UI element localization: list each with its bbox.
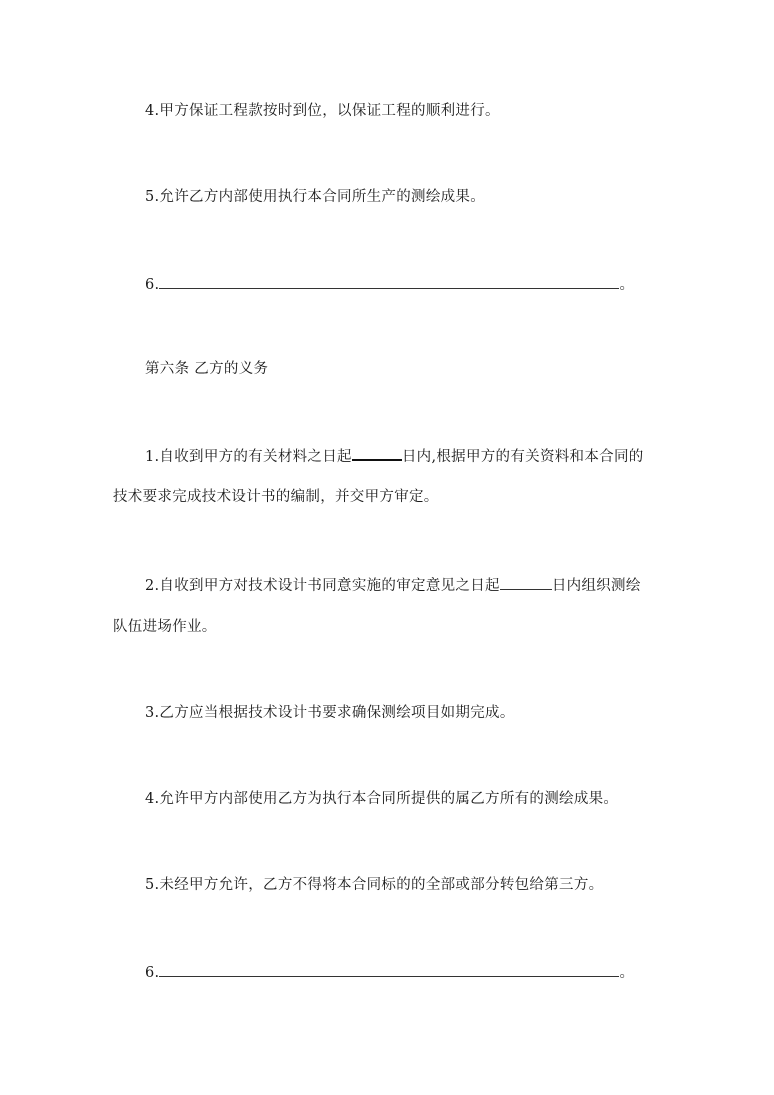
fill-in-blank xyxy=(159,273,619,289)
item-text: 4.允许甲方内部使用乙方为执行本合同所提供的属乙方所有的测绘成果。 xyxy=(145,791,619,807)
item-number: 6. xyxy=(145,965,160,981)
party-a-item-5 xyxy=(145,187,485,207)
article-title-text: 第六条 乙方的义务 xyxy=(145,361,269,377)
item-text: 队伍进场作业。 xyxy=(113,619,217,635)
item-number: 6. xyxy=(145,277,160,293)
party-b-item-2-line-1 xyxy=(145,574,641,596)
fill-in-blank xyxy=(159,961,619,977)
fill-in-blank xyxy=(352,444,402,461)
item-text: 2.自收到甲方对技术设计书同意实施的审定意见之日起 xyxy=(145,578,500,594)
item-text: 5.允许乙方内部使用执行本合同所生产的测绘成果。 xyxy=(145,189,486,205)
party-b-item-2-line-2 xyxy=(113,617,217,637)
item-text: 技术要求完成技术设计书的编制，并交甲方审定。 xyxy=(113,489,439,505)
item-end-punct: 。 xyxy=(619,277,635,293)
party-b-item-1-line-2 xyxy=(113,487,439,507)
party-b-item-3 xyxy=(145,703,515,723)
party-a-item-4 xyxy=(145,101,500,121)
item-text: 1.自收到甲方的有关材料之日起 xyxy=(145,449,352,465)
item-text: 5.未经甲方允许，乙方不得将本合同标的的全部或部分转包给第三方。 xyxy=(145,877,604,893)
article-6-title xyxy=(145,359,268,379)
item-text: 日内,根据甲方的有关资料和本合同的 xyxy=(401,449,644,465)
party-b-item-5 xyxy=(145,875,603,895)
party-b-item-6 xyxy=(145,961,634,983)
fill-in-blank xyxy=(500,574,552,590)
item-text: 3.乙方应当根据技术设计书要求确保测绘项目如期完成。 xyxy=(145,705,515,721)
item-text: 4.甲方保证工程款按时到位，以保证工程的顺利进行。 xyxy=(145,103,500,119)
party-b-item-4 xyxy=(145,789,618,809)
item-end-punct: 。 xyxy=(619,965,635,981)
item-text: 日内组织测绘 xyxy=(551,578,641,594)
party-b-item-1-line-1 xyxy=(145,444,644,467)
party-a-item-6 xyxy=(145,273,634,295)
